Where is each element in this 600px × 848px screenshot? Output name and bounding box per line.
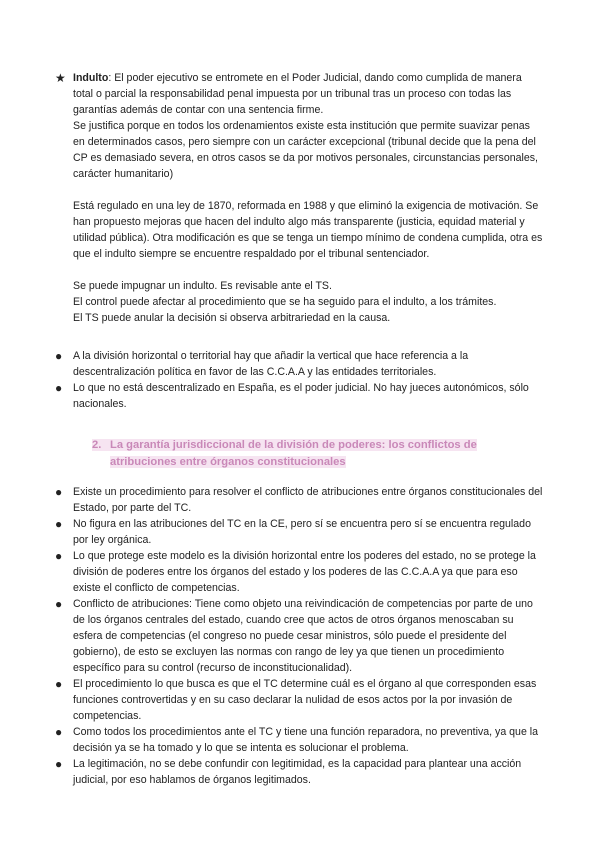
list-item-text: A la división horizontal o territorial hay que añadir la vertical que hace referencia a la descentralización política en favor de las C.C.A.A y las entidades territoriales. xyxy=(73,350,469,378)
indulto-title: Indulto xyxy=(73,72,109,84)
indulto-justifica: Se justifica porque en todos los ordenamientos existe esta institución que permite suavizar penas en determinados casos, pero siempre con un carácter excepcional (tribunal decide que la pena del CP es demasiado severa, en otros casos se da por motivos personales, circunstancias personales, carácter humanitario) xyxy=(73,120,538,180)
section-heading xyxy=(92,437,522,471)
star-icon: ★ xyxy=(55,71,66,85)
indulto-regulado: Está regulado en una ley de 1870, reformada en 1988 y que eliminó la exigencia de motivación. Se han propuesto mejoras que hacen del indulto algo más transparente (justicia, equidad material y utilidad pública). Otra modificación es que se tenga un tiempo mínimo de condena cumplida, otra es que el indulto siempre se encuentre respaldado por el tribunal sentenciador. xyxy=(73,200,543,260)
list-item-text: Conflicto de atribuciones: Tiene como objeto una reivindicación de competencias por parte de uno de los órganos centrales del estado, cuando cree que actos de otros órganos menoscaban su esfera de competencias (el congreso no puede cesar ministros, sólo puede el presidente del gobierno), de esto se excluyen las normas con rango de ley ya que tienen un procedimiento específico para su control (recurso de inconstitucionalidad). xyxy=(73,598,533,674)
indulto-impugnar-1: Se puede impugnar un indulto. Es revisable ante el TS. xyxy=(73,280,332,292)
bullet-icon: ● xyxy=(55,597,63,611)
bullet-icon: ● xyxy=(55,757,63,771)
list-item xyxy=(55,724,543,756)
indulto-impugnar-2: El control puede afectar al procedimiento que se ha seguido para el indulto, a los trámites. xyxy=(73,296,497,308)
bullet-list-1 xyxy=(55,348,543,412)
list-item xyxy=(55,516,543,548)
list-item xyxy=(55,596,543,676)
list-item xyxy=(55,484,543,516)
list-item xyxy=(55,380,543,412)
list-item-text: Lo que protege este modelo es la división horizontal entre los poderes del estado, no se protege la división de poderes entre los órganos del estado y los poderes de las C.C.A.A ya que para eso existe el conflicto de competencias. xyxy=(73,550,536,594)
list-item-text: Como todos los procedimientos ante el TC y tiene una función reparadora, no preventiva, ya que la decisión ya se ha tomado y lo que se intenta es solucionar el problema. xyxy=(73,726,539,754)
bullet-icon: ● xyxy=(55,725,63,739)
bullet-icon: ● xyxy=(55,349,63,363)
heading-line-2: atribuciones entre órganos constitucionales xyxy=(110,456,346,468)
bullet-icon: ● xyxy=(55,549,63,563)
bullet-icon: ● xyxy=(55,381,63,395)
bullet-icon: ● xyxy=(55,485,63,499)
list-item xyxy=(55,756,543,788)
bullet-icon: ● xyxy=(55,677,63,691)
list-item-text: El procedimiento lo que busca es que el TC determine cuál es el órgano al que corresponden esas funciones controvertidas y en su caso declarar la nulidad de esos actos por la por invasión de competencias. xyxy=(73,678,537,722)
list-item xyxy=(55,548,543,596)
list-item-text: Existe un procedimiento para resolver el conflicto de atribuciones entre órganos constitucionales del Estado, por parte del TC. xyxy=(73,486,543,514)
bullet-icon: ● xyxy=(55,517,63,531)
indulto-intro xyxy=(73,70,543,118)
list-item xyxy=(55,676,543,724)
list-item-text: Lo que no está descentralizado en España, es el poder judicial. No hay jueces autonómicos, sólo nacionales. xyxy=(73,382,529,410)
indulto-intro-text: : El poder ejecutivo se entromete en el Poder Judicial, dando como cumplida de manera total o parcial la responsabilidad penal impuesta por un tribunal tras un proceso con todas las garantías además de contar con una sentencia firme. xyxy=(73,72,522,116)
indulto-section xyxy=(73,70,543,326)
bullet-list-2 xyxy=(55,484,543,788)
heading-line-1: La garantía jurisdiccional de la división de poderes: los conflictos de xyxy=(110,439,477,451)
list-item-text: No figura en las atribuciones del TC en la CE, pero sí se encuentra pero sí se encuentra regulado por ley orgánica. xyxy=(73,518,531,546)
heading-number: 2. xyxy=(92,439,102,451)
indulto-impugnar-3: El TS puede anular la decisión si observa arbitrariedad en la causa. xyxy=(73,312,391,324)
list-item xyxy=(55,348,543,380)
list-item-text: La legitimación, no se debe confundir con legitimidad, es la capacidad para plantear una acción judicial, por eso hablamos de órganos legitimados. xyxy=(73,758,522,786)
